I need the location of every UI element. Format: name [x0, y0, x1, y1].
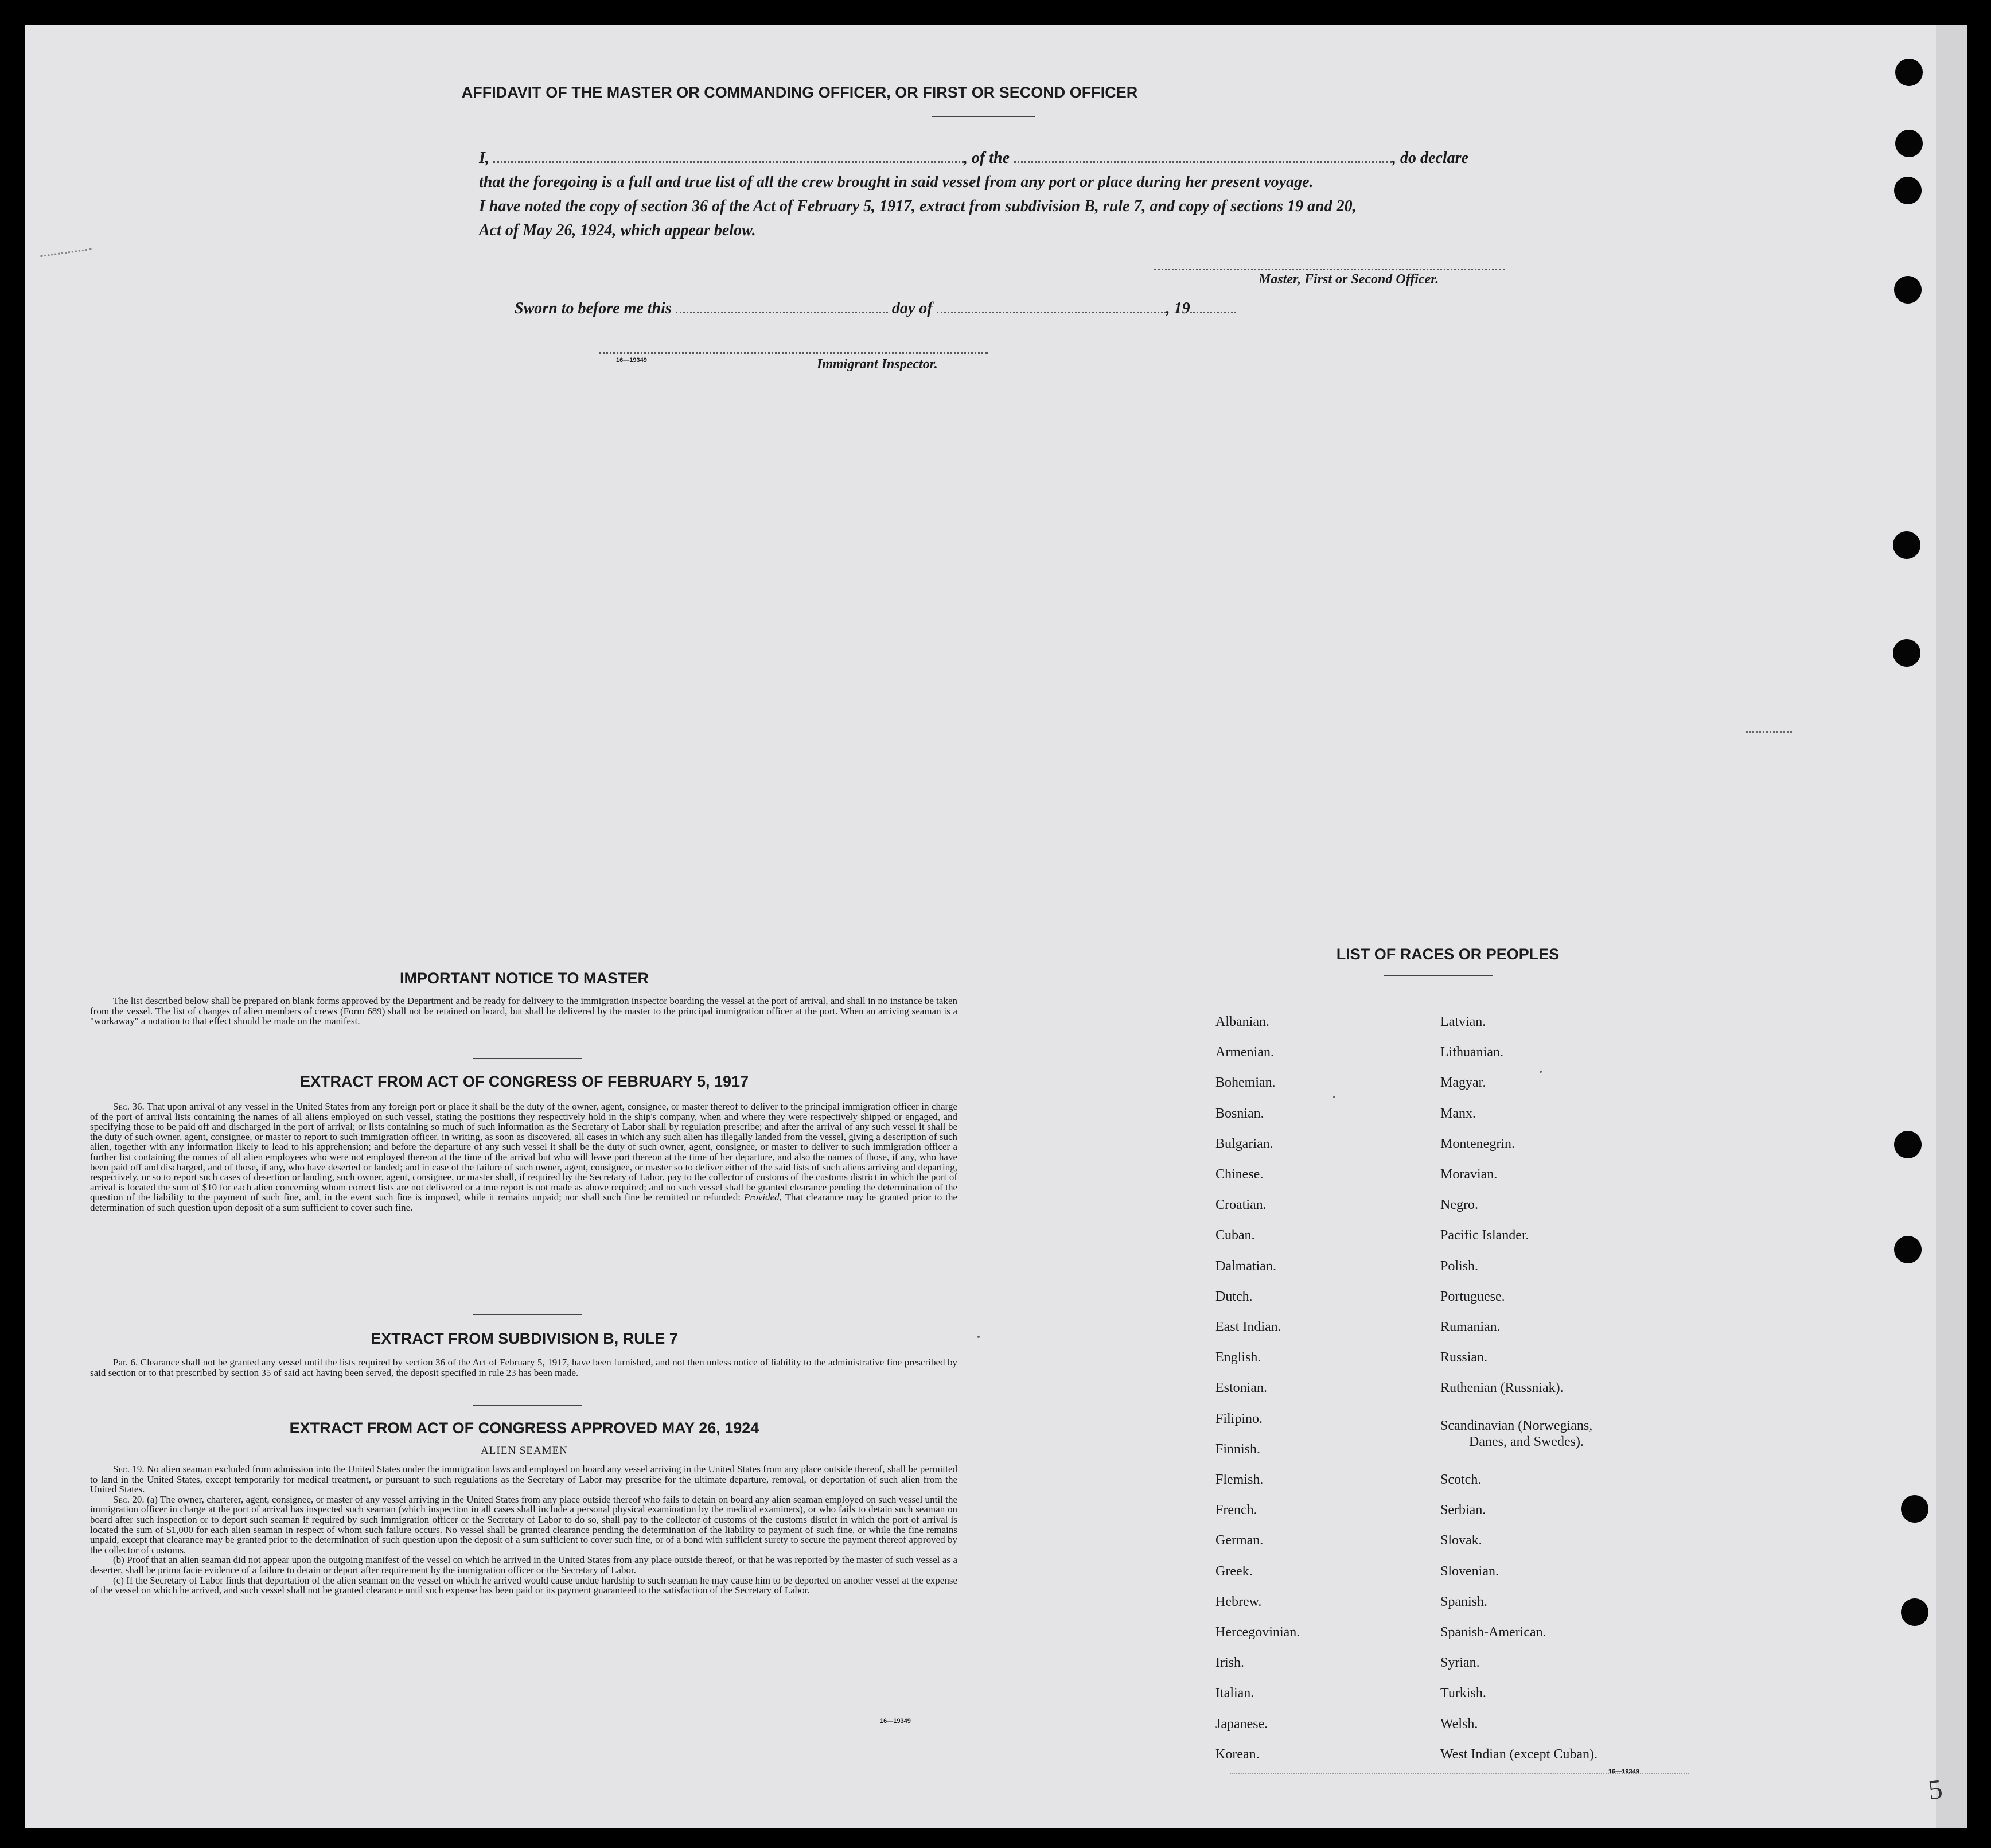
race-item: Spanish. [1440, 1594, 1488, 1609]
race-item: Chinese. [1215, 1167, 1264, 1182]
extract-rule7-body: Par. 6. Clearance shall not be granted any vessel until the lists required by section 36 of the Act of February 5, 1917, have been furnished, and not then unless notice of liability to the administrative fine prescribed by said section or to that prescribed by section 35 of said act having been served, the deposit specified in rule 23 has been made. [90, 1357, 957, 1378]
form-number: 16—19349 [880, 1718, 911, 1725]
title-rule [932, 116, 1035, 117]
section-divider [473, 1405, 582, 1406]
binder-hole-icon [1894, 1131, 1922, 1158]
race-item: Welsh. [1440, 1716, 1478, 1732]
race-item: Spanish-American. [1440, 1625, 1546, 1640]
race-item: Greek. [1215, 1563, 1253, 1579]
affidavit-line-4: Act of May 26, 1924, which appear below. [479, 221, 756, 239]
binder-hole-icon [1895, 59, 1923, 86]
binder-hole-icon [1901, 1598, 1928, 1626]
race-item: Hercegovinian. [1215, 1625, 1300, 1640]
race-item: Danes, and Swedes). [1469, 1434, 1584, 1449]
race-item: Finnish. [1215, 1441, 1261, 1457]
race-item: Polish. [1440, 1258, 1479, 1274]
do-declare-label: , do declare [1392, 149, 1468, 167]
i-label: I, [479, 149, 489, 167]
sec-20a-paragraph [90, 1495, 957, 1555]
affidavit-title: AFFIDAVIT OF THE MASTER OR COMMANDING OFFICER, OR FIRST OR SECOND OFFICER [461, 84, 1138, 101]
sec-19-label: Sec. 19. [113, 1464, 145, 1474]
race-item: Slovenian. [1440, 1563, 1499, 1579]
race-item: Croatian. [1215, 1197, 1267, 1213]
sec-19-text: No alien seaman excluded from admission into the United States under the immigration laws and employed on board any vessel arriving in the United States from any place outside thereof, shall be permitted to land in the United States, except temporarily for medical treatment, or pursuant to such regulations as the Secretary of Labor may prescribe for the ultimate departure, removal, or deportation of such alien from the United States. [90, 1464, 957, 1495]
race-item: Bosnian. [1215, 1106, 1264, 1121]
race-item: Italian. [1215, 1686, 1254, 1701]
race-item: Bohemian. [1215, 1075, 1276, 1091]
sworn-label: Sworn to before me this [515, 299, 672, 317]
race-item: Russian. [1440, 1350, 1488, 1365]
race-item: English. [1215, 1350, 1261, 1365]
sworn-day-blank[interactable] [676, 312, 888, 313]
race-item: Pacific Islander. [1440, 1228, 1529, 1243]
races-title: LIST OF RACES OR PEOPLES [1336, 946, 1560, 963]
race-item: Manx. [1440, 1106, 1476, 1121]
extract-1924-body [90, 1464, 957, 1596]
extract-1917-body [90, 1102, 957, 1213]
scan-speck [1540, 1071, 1542, 1073]
document-page [25, 25, 1967, 1828]
affidavit-declaration-line [479, 149, 1468, 168]
race-item: Flemish. [1215, 1472, 1264, 1487]
binder-hole-icon [1893, 639, 1920, 667]
form-number: 16—19349 [616, 357, 647, 364]
sec-20a-text: (a) The owner, charterer, agent, consignee, or master of any vessel arriving in the United States from any place outside thereof who fails to detain on board any alien seaman employed on such vessel until the immigration officer in charge at the port of arrival has inspected such seaman (which inspection in all cases shall include a personal physical examination by the medical examiners), or who fails to detain such seaman on board after such inspection or to deport such seaman if required by such immigration officer or the Secretary of Labor to do so, shall pay to the collector of customs of the customs district in which the port of arrival is located the sum of $1,000 for each alien seaman in respect of whom such failure occurs. No vessel shall be granted clearance pending the determination of the liability to payment of such fine, or while the fine remains unpaid, except that clearance may be granted prior to the determination of such question upon the deposit of a sum sufficient to cover such fine, or of a bond with sufficient surety to secure the payment thereof approved by the collector of customs. [90, 1493, 957, 1555]
race-item: Negro. [1440, 1197, 1478, 1213]
scan-speck [1333, 1096, 1335, 1098]
master-signature-line[interactable] [1154, 269, 1505, 270]
extract-rule7-title: EXTRACT FROM SUBDIVISION B, RULE 7 [371, 1330, 678, 1347]
race-item: Ruthenian (Russniak). [1440, 1380, 1564, 1396]
scan-mark [40, 248, 92, 257]
race-item: West Indian (except Cuban). [1440, 1746, 1598, 1762]
extract-1917-title: EXTRACT FROM ACT OF CONGRESS OF FEBRUARY 5, 1917 [299, 1073, 749, 1090]
notice-title: IMPORTANT NOTICE TO MASTER [400, 970, 649, 987]
master-signature-caption: Master, First or Second Officer. [1259, 272, 1439, 287]
race-item: Estonian. [1215, 1380, 1267, 1396]
race-item: Serbian. [1440, 1503, 1486, 1518]
race-item: Scotch. [1440, 1472, 1482, 1487]
provided-text: That clearance may be granted prior to the determination of such question upon deposit of a sum sufficient to cover such fine. [90, 1192, 957, 1213]
page-edge-strip [1936, 25, 1967, 1828]
race-item: Latvian. [1440, 1014, 1486, 1029]
sworn-line [515, 299, 1236, 318]
race-item: Filipino. [1215, 1411, 1263, 1426]
extract-1924-title: EXTRACT FROM ACT OF CONGRESS APPROVED MAY 26, 1924 [289, 1419, 759, 1437]
race-item: Dalmatian. [1215, 1258, 1276, 1274]
race-item: Irish. [1215, 1655, 1244, 1671]
binder-hole-icon [1894, 177, 1922, 204]
binder-hole-icon [1894, 1236, 1922, 1263]
corner-mark: 5 [1926, 1773, 1945, 1806]
sworn-year-blank[interactable] [1190, 312, 1236, 313]
alien-seamen-subtitle: ALIEN SEAMEN [481, 1445, 568, 1457]
race-item: East Indian. [1215, 1320, 1281, 1335]
race-item: Turkish. [1440, 1686, 1486, 1701]
race-item: Syrian. [1440, 1655, 1480, 1671]
race-item: Dutch. [1215, 1289, 1253, 1304]
race-item: Bulgarian. [1215, 1136, 1273, 1151]
race-item: Cuban. [1215, 1228, 1255, 1243]
race-item: French. [1215, 1503, 1257, 1518]
race-item: Japanese. [1215, 1716, 1268, 1732]
section-divider [473, 1058, 582, 1059]
race-item: Moravian. [1440, 1167, 1498, 1182]
sec-20-label: Sec. 20. [113, 1493, 145, 1505]
binder-hole-icon [1895, 130, 1923, 157]
binder-hole-icon [1894, 276, 1922, 304]
sec-36-text: That upon arrival of any vessel in the United States from any foreign port or place it shall be the duty of the owner, agent, consignee, or master thereof to deliver to the principal immigration officer in charge of the port of arrival lists containing the names of all aliens employed on such vessel, stating the positions they respectively hold in the ship's company, when and where they were respectively shipped or engaged, and specifying those to be paid off and discharged in the port of arrival; or lists containing so much of such information as the Secretary of Labor shall by regulation prescribe; and after the arrival of any such vessel it shall be the duty of such owner, agent, consignee, or master to report to such immigration officer, in writing, as soon as discovered, all cases in which any such alien has illegally landed from the vessel, giving a description of such alien, together with any information likely to lead to his apprehension; and before the departure of any such vessel it shall be the duty of such owner, agent, consignee, or master to deliver to such immigration officer a further list containing the names of all alien employees who were not employed thereon at the time of the arrival but who will leave port thereon at the time of her departure, and also the names of those, if any, who have been paid off and discharged, and of those, if any, who have deserted or landed; and in case of the failure of such owner, agent, consignee, or master so to deliver either of the said lists of such aliens arriving and departing, respectively, or so to report such cases of desertion or landing, such owner, agent, consignee, or master shall, if required by the Secretary of Labor, pay to the collector of customs of the customs district in which the port of arrival is located the sum of $10 for each alien concerning whom correct lists are not delivered or a true report is not made as above required; and no such vessel shall be granted clearance pending the determination of the question of the liability to the payment of such fine, and, in the event such fine is imposed, while it remains unpaid; nor shall such fine be remitted or refunded: [90, 1101, 958, 1203]
race-item: Scandinavian (Norwegians, [1440, 1418, 1593, 1433]
race-item: Korean. [1215, 1746, 1260, 1762]
binder-hole-icon [1901, 1495, 1928, 1523]
provided-label: Provided, [743, 1192, 782, 1203]
of-the-label: , of the [963, 149, 1010, 167]
scan-speck [977, 1336, 980, 1338]
inspector-caption: Immigrant Inspector. [817, 357, 938, 372]
race-item: Armenian. [1215, 1045, 1274, 1060]
sworn-month-blank[interactable] [937, 312, 1166, 313]
sec-19-paragraph [90, 1464, 957, 1495]
affidavit-line-2: that the foregoing is a full and true list of all the crew brought in said vessel from any port or place during her present voyage. [479, 173, 1314, 191]
race-item: Rumanian. [1440, 1320, 1501, 1335]
race-item: Albanian. [1215, 1014, 1269, 1029]
notice-body: The list described below shall be prepared on blank forms approved by the Department and be ready for delivery to the immigration inspector boarding the vessel at the port of arrival, and shall in no instance be taken from the vessel. The list of changes of alien members of crews (Form 689) shall not be retained on board, but shall be delivered by the master to the principal immigration officer at the port. When an arriving seaman is a "workaway" a notation to that effect should be made on the manifest. [90, 995, 957, 1027]
day-of-label: day of [891, 299, 933, 317]
section-divider [473, 1314, 582, 1315]
binder-hole-icon [1893, 531, 1920, 559]
sec-20b-paragraph: (b) Proof that an alien seaman did not appear upon the outgoing manifest of the vessel on which he arrived in the United States from any place outside thereof, or that he was reported by the master of such vessel as a deserter, shall be prima facie evidence of a failure to detain or deport after requirement by the immigration officer or the Secretary of Labor. [90, 1554, 957, 1575]
race-item: Magyar. [1440, 1075, 1486, 1091]
race-item: German. [1215, 1533, 1264, 1549]
race-item: Hebrew. [1215, 1594, 1262, 1609]
name-blank[interactable] [493, 161, 964, 163]
races-title-rule [1384, 975, 1493, 976]
vessel-blank[interactable] [1014, 161, 1392, 163]
inspector-signature-line[interactable] [599, 352, 988, 354]
race-item: Lithuanian. [1440, 1045, 1503, 1060]
race-item: Slovak. [1440, 1533, 1482, 1549]
affidavit-line-3: I have noted the copy of section 36 of the Act of February 5, 1917, extract from subdivision B, rule 7, and copy of sections 19 and 20, [479, 197, 1357, 215]
sec-36-label: Sec. 36. [113, 1101, 145, 1112]
scan-mark [1746, 731, 1792, 733]
race-item: Montenegrin. [1440, 1136, 1515, 1151]
race-item: Portuguese. [1440, 1289, 1505, 1304]
form-number: 16—19349 [1608, 1768, 1639, 1775]
sec-20c-paragraph: (c) If the Secretary of Labor finds that deportation of the alien seaman on the vessel on which he arrived would cause undue hardship to such seaman he may cause him to be deported on another vessel at the expense of the vessel on which he arrived, and such vessel shall not be granted clearance until such expense has been paid or its payment guaranteed to the satisfaction of the Secretary of Labor. [90, 1574, 957, 1596]
year-prefix: , 19 [1166, 299, 1190, 317]
